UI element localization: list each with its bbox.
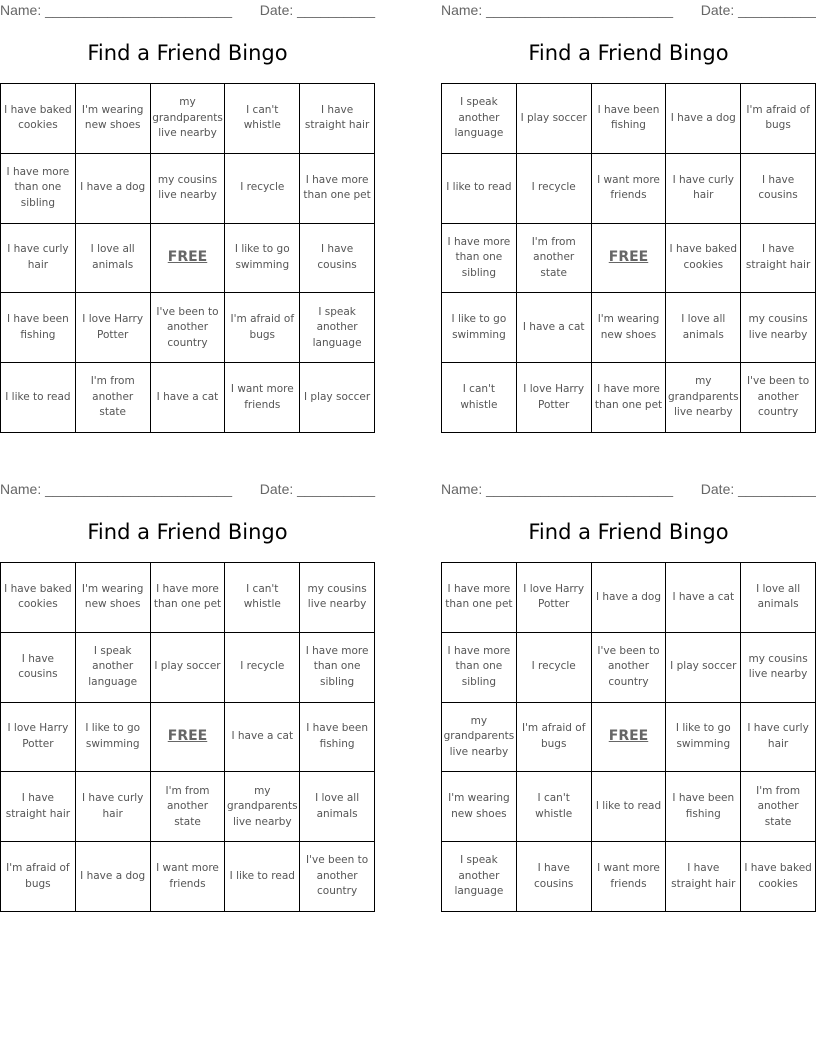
bingo-cell: I have more than one pet xyxy=(592,363,667,433)
bingo-cell: I'm from another state xyxy=(741,772,816,842)
card-title: Find a Friend Bingo xyxy=(87,520,288,544)
bingo-cell: I have cousins xyxy=(300,224,375,294)
bingo-cell: I have straight hair xyxy=(666,842,741,912)
bingo-grid xyxy=(0,83,375,433)
bingo-cell: I have baked cookies xyxy=(741,842,816,912)
bingo-cell: I like to read xyxy=(592,772,667,842)
card-title: Find a Friend Bingo xyxy=(87,41,288,65)
bingo-cell: I have been fishing xyxy=(592,84,667,154)
free-space-cell: FREE xyxy=(151,224,226,294)
bingo-cell: I have curly hair xyxy=(76,772,151,842)
bingo-grid xyxy=(0,562,375,912)
bingo-cell: I can't whistle xyxy=(442,363,517,433)
card-header xyxy=(441,2,816,20)
name-field: Name: ________________________ xyxy=(0,481,232,497)
bingo-grid xyxy=(441,562,816,912)
name-field: Name: ________________________ xyxy=(441,2,673,18)
bingo-cell: I have more than one pet xyxy=(151,563,226,633)
bingo-cell: I play soccer xyxy=(300,363,375,433)
bingo-cell: I like to go swimming xyxy=(666,703,741,773)
bingo-cell: I'm afraid of bugs xyxy=(517,703,592,773)
bingo-cell: I like to go swimming xyxy=(442,293,517,363)
bingo-cell: my grandparents live nearby xyxy=(666,363,741,433)
bingo-cell: I have baked cookies xyxy=(666,224,741,294)
bingo-cell: I have curly hair xyxy=(741,703,816,773)
bingo-cell: I have been fishing xyxy=(1,293,76,363)
bingo-cell: I like to go swimming xyxy=(76,703,151,773)
bingo-cell: I have a cat xyxy=(666,563,741,633)
bingo-cell: my grandparents live nearby xyxy=(225,772,300,842)
bingo-cell: I have cousins xyxy=(741,154,816,224)
free-space-cell: FREE xyxy=(592,224,667,294)
bingo-cell: I have more than one sibling xyxy=(1,154,76,224)
bingo-cell: I have straight hair xyxy=(741,224,816,294)
bingo-cell: I love Harry Potter xyxy=(76,293,151,363)
bingo-cell: I want more friends xyxy=(592,154,667,224)
bingo-cell: I like to go swimming xyxy=(225,224,300,294)
bingo-cell: I have been fishing xyxy=(300,703,375,773)
bingo-cell: I have a cat xyxy=(517,293,592,363)
bingo-cell: I play soccer xyxy=(151,633,226,703)
free-space-cell: FREE xyxy=(151,703,226,773)
bingo-cell: I have a cat xyxy=(225,703,300,773)
bingo-card xyxy=(441,479,816,914)
bingo-cell: I have a cat xyxy=(151,363,226,433)
bingo-cell: I speak another language xyxy=(442,84,517,154)
date-field: Date: __________ xyxy=(700,2,816,18)
bingo-cell: I have cousins xyxy=(517,842,592,912)
bingo-cell: I have more than one sibling xyxy=(442,224,517,294)
bingo-cell: I speak another language xyxy=(300,293,375,363)
card-header xyxy=(0,2,375,20)
bingo-cell: I have more than one pet xyxy=(442,563,517,633)
name-field: Name: ________________________ xyxy=(0,2,232,18)
bingo-cell: I love all animals xyxy=(741,563,816,633)
bingo-cell: I have a dog xyxy=(666,84,741,154)
bingo-cell: I'm from another state xyxy=(151,772,226,842)
bingo-cell: I love all animals xyxy=(300,772,375,842)
bingo-cell: I like to read xyxy=(225,842,300,912)
bingo-cell: I have more than one sibling xyxy=(300,633,375,703)
bingo-cell: I'm wearing new shoes xyxy=(442,772,517,842)
bingo-cell: I have more than one pet xyxy=(300,154,375,224)
bingo-cell: I have more than one sibling xyxy=(442,633,517,703)
bingo-cell: I've been to another country xyxy=(151,293,226,363)
card-header xyxy=(441,481,816,499)
bingo-cell: my grandparents live nearby xyxy=(442,703,517,773)
bingo-cell: my cousins live nearby xyxy=(300,563,375,633)
bingo-cell: I want more friends xyxy=(151,842,226,912)
bingo-cell: I have cousins xyxy=(1,633,76,703)
bingo-cell: I recycle xyxy=(517,633,592,703)
bingo-cell: I've been to another country xyxy=(300,842,375,912)
bingo-grid xyxy=(441,83,816,433)
bingo-cell: I have baked cookies xyxy=(1,84,76,154)
bingo-cell: I have straight hair xyxy=(300,84,375,154)
bingo-cell: I'm wearing new shoes xyxy=(592,293,667,363)
bingo-cell: I play soccer xyxy=(666,633,741,703)
bingo-cell: I can't whistle xyxy=(517,772,592,842)
bingo-cell: I love all animals xyxy=(666,293,741,363)
date-field: Date: __________ xyxy=(700,481,816,497)
bingo-cell: I play soccer xyxy=(517,84,592,154)
bingo-cell: I'm afraid of bugs xyxy=(225,293,300,363)
bingo-cell: I have a dog xyxy=(76,842,151,912)
bingo-cell: I'm wearing new shoes xyxy=(76,563,151,633)
card-title: Find a Friend Bingo xyxy=(528,520,729,544)
bingo-cell: I love Harry Potter xyxy=(517,363,592,433)
bingo-cell: I have been fishing xyxy=(666,772,741,842)
bingo-cell: my cousins live nearby xyxy=(741,293,816,363)
bingo-cell: I'm from another state xyxy=(76,363,151,433)
bingo-card xyxy=(0,479,375,914)
bingo-cell: I speak another language xyxy=(76,633,151,703)
card-title: Find a Friend Bingo xyxy=(528,41,729,65)
bingo-cell: I'm wearing new shoes xyxy=(76,84,151,154)
bingo-cell: I'm from another state xyxy=(517,224,592,294)
bingo-cell: I recycle xyxy=(225,633,300,703)
bingo-cell: I recycle xyxy=(225,154,300,224)
bingo-cell: I recycle xyxy=(517,154,592,224)
date-field: Date: __________ xyxy=(259,481,375,497)
bingo-cell: I speak another language xyxy=(442,842,517,912)
bingo-card xyxy=(441,0,816,435)
bingo-cell: my cousins live nearby xyxy=(151,154,226,224)
bingo-cell: I'm afraid of bugs xyxy=(1,842,76,912)
bingo-cell: I have a dog xyxy=(76,154,151,224)
bingo-cell: my cousins live nearby xyxy=(741,633,816,703)
bingo-cell: I can't whistle xyxy=(225,84,300,154)
bingo-cell: I like to read xyxy=(1,363,76,433)
bingo-cell: my grandparents live nearby xyxy=(151,84,226,154)
bingo-cell: I love Harry Potter xyxy=(517,563,592,633)
bingo-cell: I can't whistle xyxy=(225,563,300,633)
bingo-cell: I have baked cookies xyxy=(1,563,76,633)
bingo-cell: I have straight hair xyxy=(1,772,76,842)
bingo-cell: I've been to another country xyxy=(741,363,816,433)
bingo-cell: I've been to another country xyxy=(592,633,667,703)
name-field: Name: ________________________ xyxy=(441,481,673,497)
bingo-card xyxy=(0,0,375,435)
bingo-cell: I have a dog xyxy=(592,563,667,633)
bingo-cell: I want more friends xyxy=(592,842,667,912)
free-space-cell: FREE xyxy=(592,703,667,773)
bingo-cell: I have curly hair xyxy=(666,154,741,224)
date-field: Date: __________ xyxy=(259,2,375,18)
bingo-cell: I love all animals xyxy=(76,224,151,294)
bingo-cell: I'm afraid of bugs xyxy=(741,84,816,154)
bingo-cell: I want more friends xyxy=(225,363,300,433)
bingo-cell: I have curly hair xyxy=(1,224,76,294)
bingo-cell: I like to read xyxy=(442,154,517,224)
bingo-cell: I love Harry Potter xyxy=(1,703,76,773)
card-header xyxy=(0,481,375,499)
